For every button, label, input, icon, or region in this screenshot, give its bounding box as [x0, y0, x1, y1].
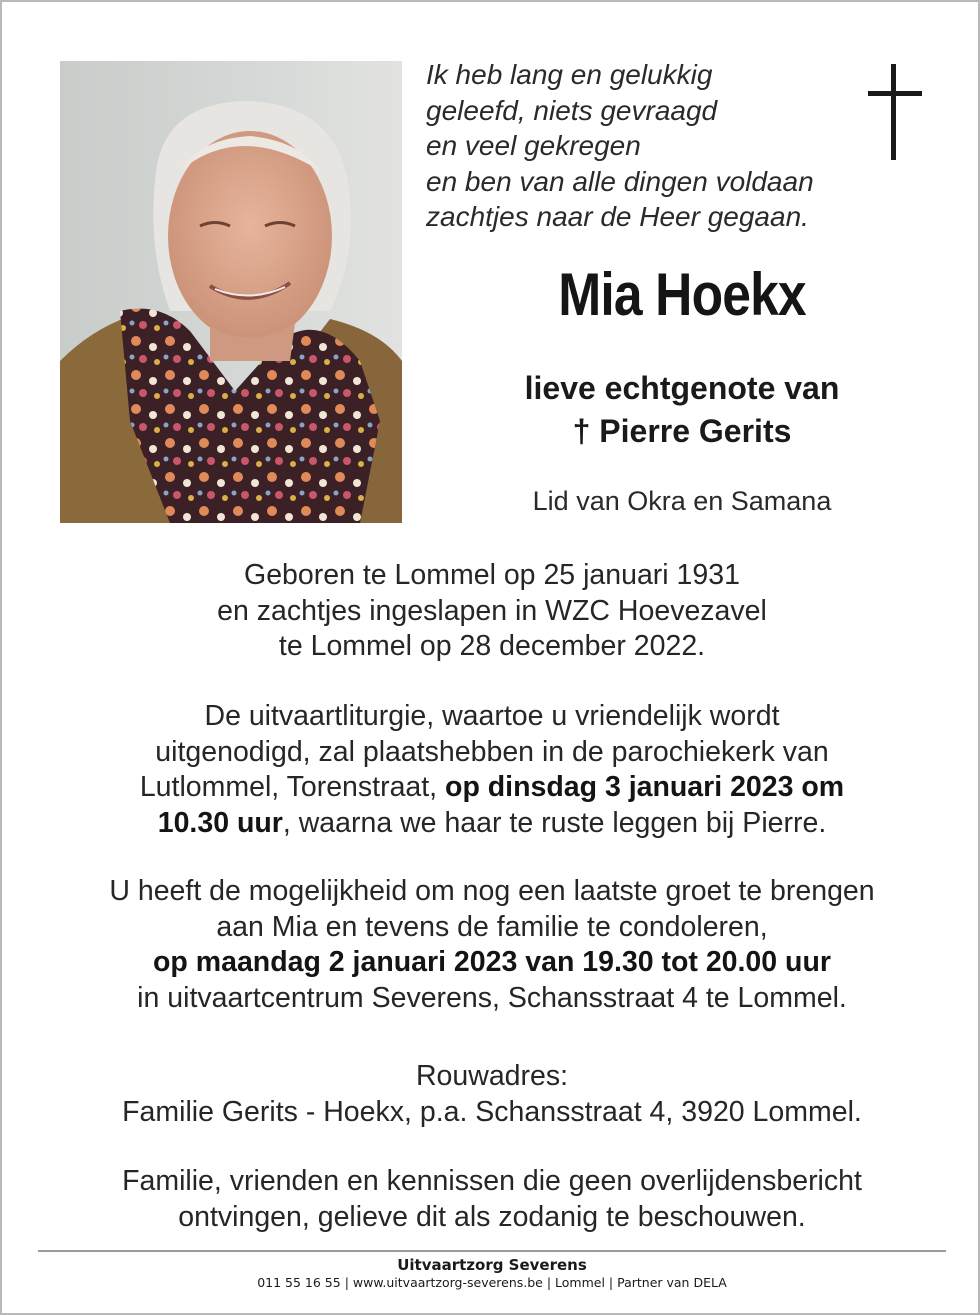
text-line: De uitvaartliturgie, waartoe u vriendelijk wordt	[204, 700, 780, 732]
text-line: aan Mia en tevens de familie te condoleren,	[216, 910, 768, 943]
poem-line: en ben van alle dingen voldaan	[426, 165, 814, 197]
portrait-photo	[60, 61, 402, 523]
birth-death-block	[42, 558, 942, 665]
farewell-block	[42, 874, 942, 1016]
funeral-time: 10.30 uur	[157, 806, 283, 839]
text-line: en zachtjes ingeslapen in WZC Hoevezavel	[217, 594, 767, 627]
address-value: Familie Gerits - Hoekx, p.a. Schansstraat 4, 3920 Lommel.	[122, 1095, 862, 1128]
farewell-date: op maandag 2 januari 2023 van 19.30 tot 20.00 uur	[153, 946, 831, 978]
text-segment: Lutlommel, Torenstraat,	[139, 771, 446, 803]
spouse-name: † Pierre Gerits	[572, 413, 792, 449]
text-line: uitgenodigd, zal plaatshebben in de parochiekerk van	[155, 735, 829, 768]
text-segment: , waarna we haar te ruste leggen bij Pierre.	[282, 806, 827, 839]
cross-icon	[866, 64, 924, 160]
deceased-name: Mia Hoekx	[558, 261, 806, 328]
notice-block	[42, 1164, 942, 1235]
membership: Lid van Okra en Samana	[532, 486, 832, 516]
text-line: U heeft de mogelijkheid om nog een laatste groet te brengen	[109, 875, 875, 907]
address-block	[42, 1059, 942, 1130]
spouse-info	[422, 367, 942, 453]
text-line: Geboren te Lommel op 25 januari 1931	[244, 559, 740, 591]
text-line: te Lommel op 28 december 2022.	[278, 630, 706, 662]
text-line: ontvingen, gelieve dit als zodanig te beschouwen.	[178, 1200, 806, 1233]
text-line	[42, 806, 942, 842]
footer-company: Uitvaartzorg Severens	[397, 1256, 587, 1274]
poem-line: Ik heb lang en gelukkig	[426, 59, 713, 90]
footer-info: 011 55 16 55 | www.uitvaartzorg-severens.be | Lommel | Partner van DELA	[257, 1275, 727, 1290]
text-line	[42, 770, 942, 806]
funeral-date: op dinsdag 3 januari 2023 om	[445, 771, 845, 803]
poem-line: en veel gekregen	[426, 130, 641, 161]
portrait-illustration	[60, 61, 402, 523]
poem-line: zachtjes naar de Heer gegaan.	[426, 201, 809, 232]
footer-divider	[38, 1250, 946, 1252]
poem	[426, 57, 866, 235]
address-label: Rouwadres:	[415, 1060, 569, 1092]
poem-line: geleefd, niets gevraagd	[426, 94, 718, 126]
funeral-block	[42, 699, 942, 841]
spouse-line: lieve echtgenote van	[524, 370, 840, 406]
text-line: in uitvaartcentrum Severens, Schansstraat 4 te Lommel.	[137, 981, 847, 1014]
text-line: Familie, vrienden en kennissen die geen overlijdensbericht	[122, 1165, 862, 1197]
